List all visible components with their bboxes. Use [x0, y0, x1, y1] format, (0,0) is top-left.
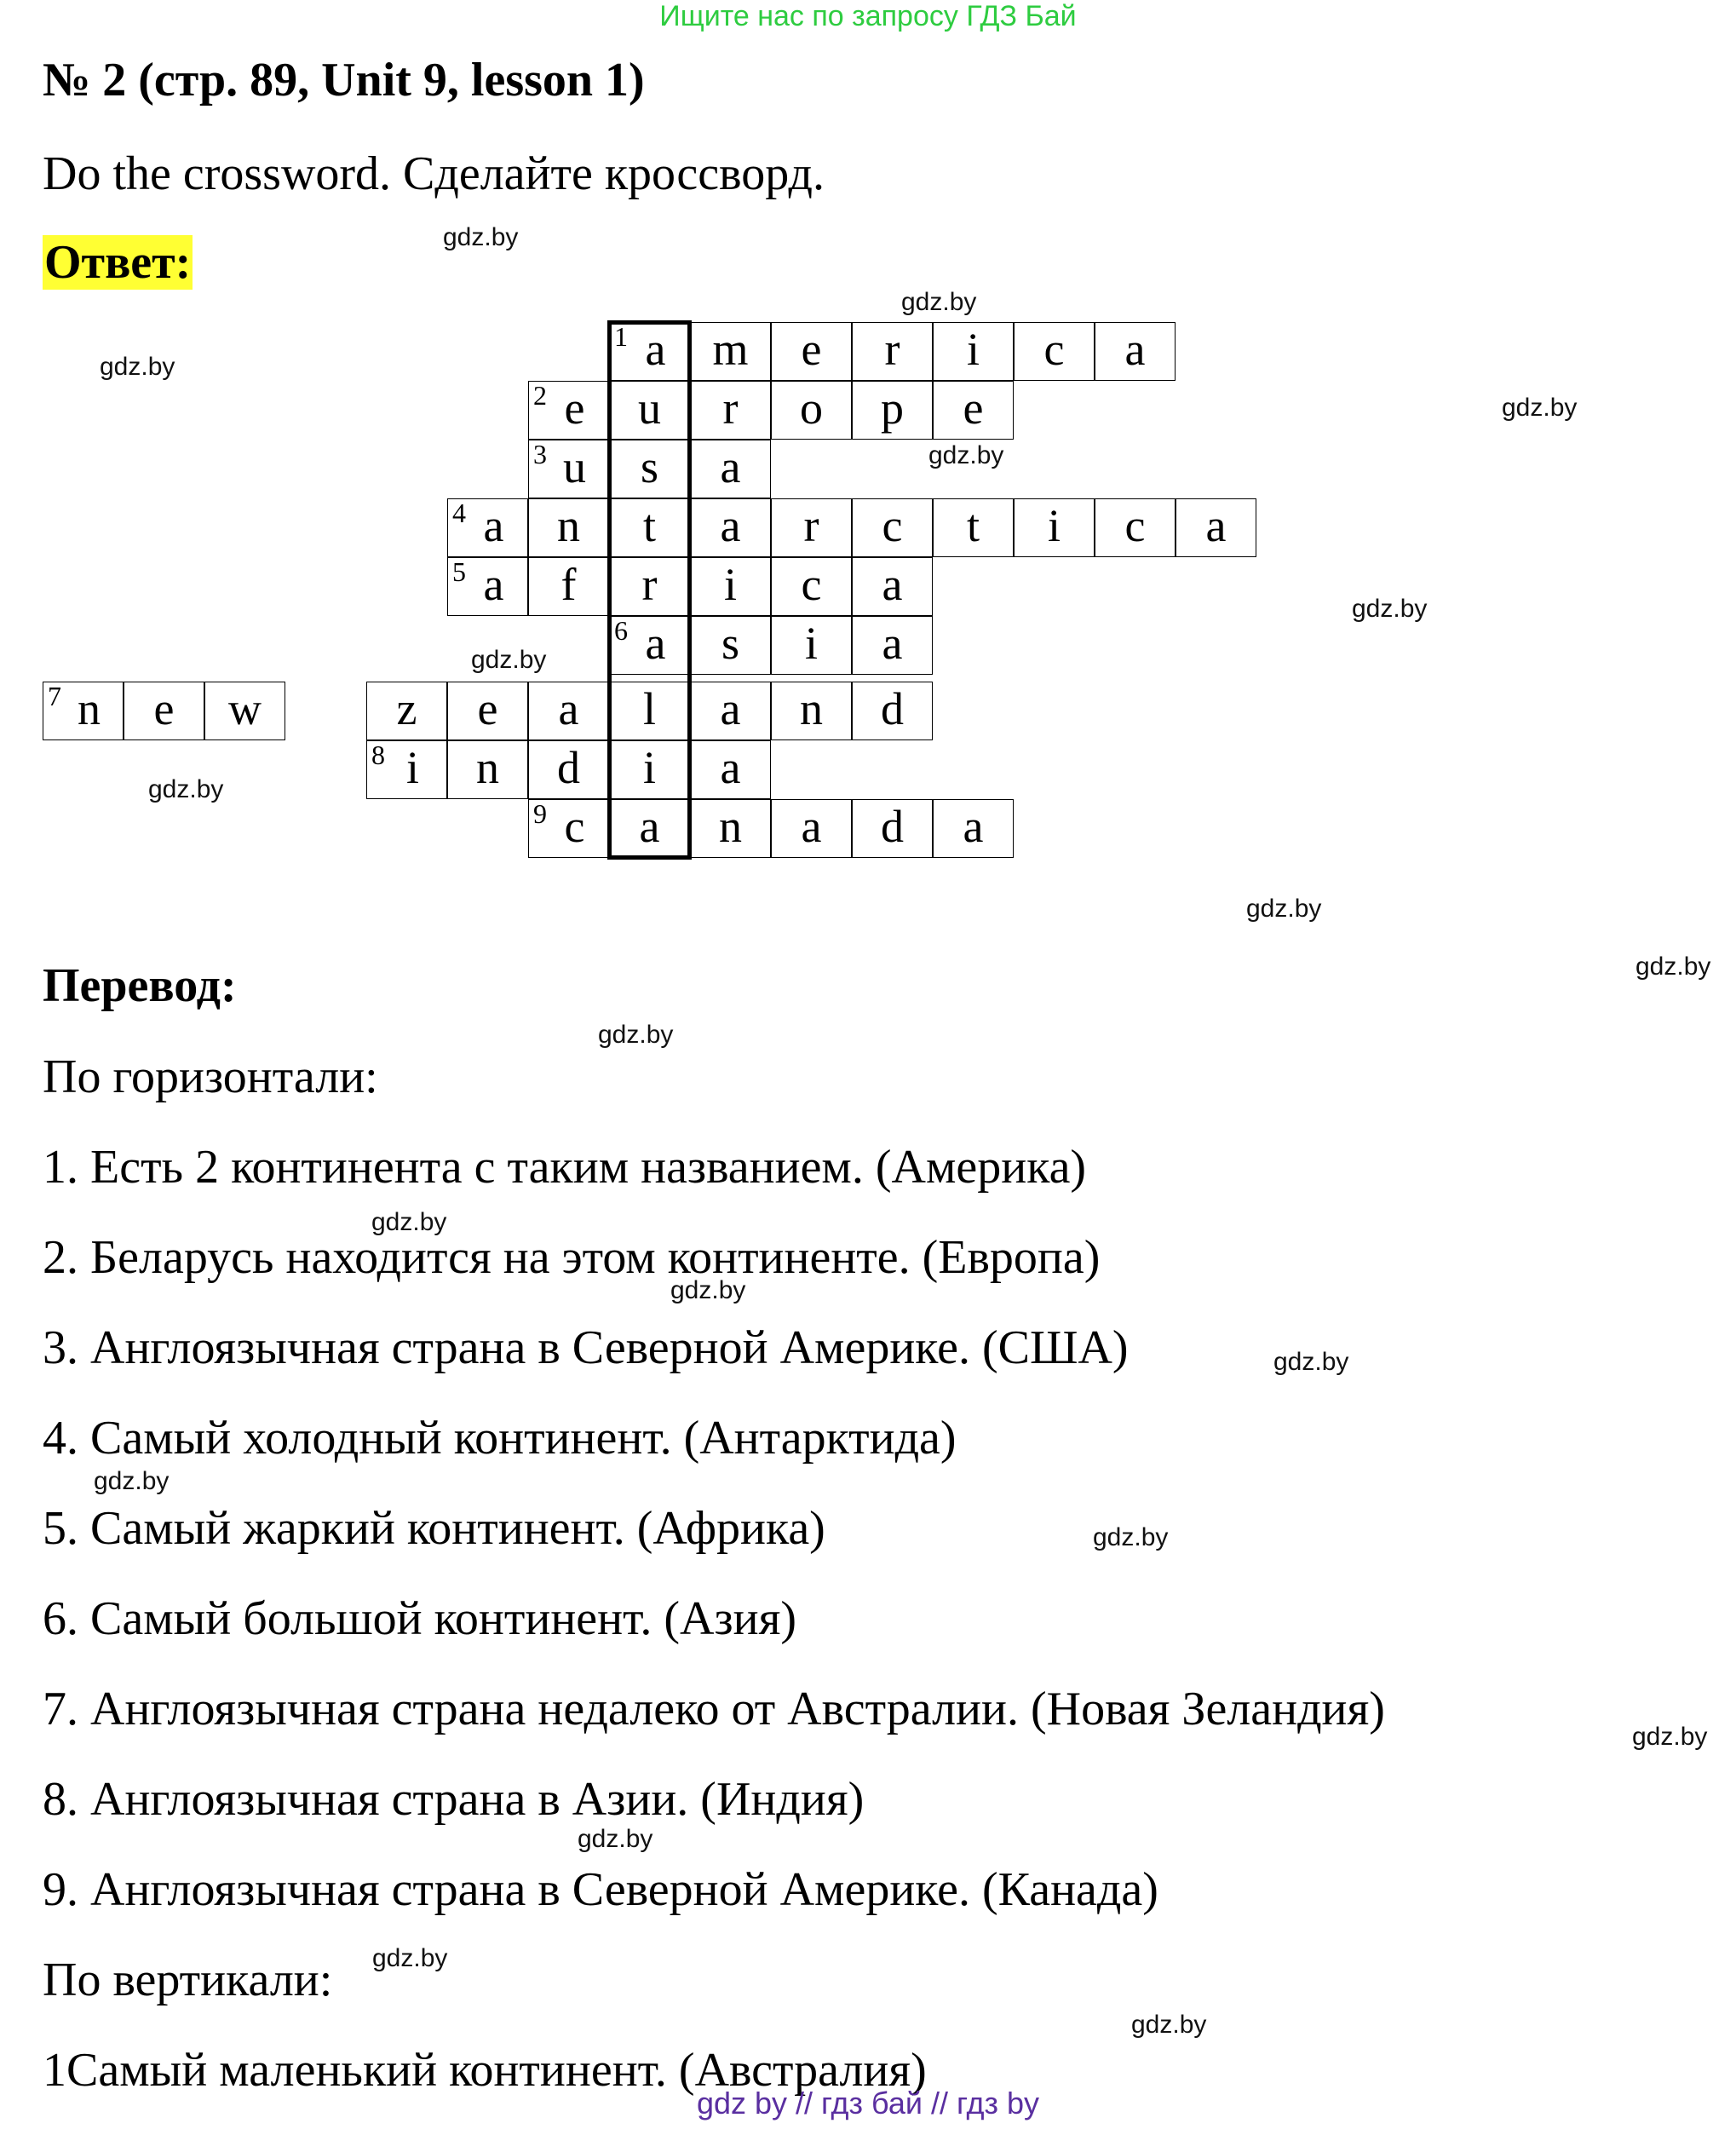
crossword-cell: [1014, 498, 1095, 557]
across-clue-5: 5. Самый жаркий континент. (Африка): [43, 1502, 825, 1555]
across-clue-4: 4. Самый холодный континент. (Антарктида): [43, 1412, 957, 1465]
crossword-cell: [771, 322, 852, 381]
crossword-cell: [771, 557, 852, 616]
crossword-cell: [852, 322, 933, 381]
watermark: gdz.by: [1093, 1523, 1169, 1551]
crossword-letter: a: [1124, 324, 1146, 375]
crossword-letter: a: [882, 559, 903, 610]
crossword-cell: [528, 381, 609, 440]
crossword-cell: [852, 498, 933, 557]
crossword-letter: a: [1205, 500, 1227, 551]
crossword-letter: a: [963, 801, 984, 852]
clue-number: 5: [452, 556, 466, 587]
crossword-cell: [690, 381, 771, 440]
crossword-cell: [447, 498, 528, 557]
crossword-cell: [609, 682, 690, 740]
crossword-cell: [690, 440, 771, 498]
watermark: gdz.by: [1502, 394, 1578, 422]
crossword-letter: e: [963, 383, 984, 434]
crossword-cell: [852, 616, 933, 675]
crossword-letter: r: [722, 383, 739, 434]
across-clue-2: 2. Беларусь находится на этом континенте. (Европа): [43, 1231, 1101, 1284]
crossword-cell: [690, 799, 771, 858]
across-clue-8: 8. Англоязычная страна в Азии. (Индия): [43, 1773, 865, 1826]
watermark: gdz.by: [901, 288, 977, 316]
clue-number: 3: [533, 439, 547, 469]
clue-number: 4: [452, 498, 466, 528]
crossword-cell: [771, 498, 852, 557]
crossword-letter: d: [557, 742, 580, 793]
crossword-cell: [609, 740, 690, 799]
footer-links[interactable]: gdz by // гдз бай // гдз by: [696, 2086, 1040, 2121]
crossword-letter: d: [881, 801, 904, 852]
crossword-letter: a: [639, 801, 660, 852]
crossword-letter: c: [1124, 500, 1146, 551]
crossword-cell: [366, 740, 447, 799]
crossword-letter: p: [881, 383, 904, 434]
crossword-letter: a: [720, 441, 741, 492]
answer-label: Ответ:: [44, 236, 192, 289]
crossword-cell: [609, 381, 690, 440]
crossword-cell: [447, 740, 528, 799]
down-clue-1: 1Самый маленький континент. (Австралия): [43, 2044, 927, 2097]
watermark: gdz.by: [443, 223, 519, 251]
crossword-cell: [609, 557, 690, 616]
crossword-cell: [1014, 322, 1095, 381]
translation-title: Перевод:: [43, 959, 237, 1012]
crossword-cell: [771, 616, 852, 675]
watermark: gdz.by: [148, 775, 224, 803]
crossword-letter: d: [881, 683, 904, 734]
crossword-letter: a: [645, 324, 666, 375]
crossword-cell: [1095, 498, 1176, 557]
crossword-letter: i: [723, 559, 737, 610]
crossword-letter: t: [966, 500, 980, 551]
crossword-letter: a: [720, 500, 741, 551]
crossword-cell: [528, 682, 609, 740]
crossword-cell: [933, 498, 1014, 557]
watermark: gdz.by: [1635, 952, 1711, 981]
crossword-letter: s: [640, 441, 658, 492]
crossword-letter: a: [801, 801, 822, 852]
crossword-cell: [609, 322, 690, 381]
clue-number: 7: [48, 681, 61, 711]
crossword-letter: n: [557, 500, 580, 551]
watermark: gdz.by: [1632, 1723, 1708, 1751]
watermark: gdz.by: [578, 1825, 653, 1853]
across-clue-7: 7. Англоязычная страна недалеко от Австралии. (Новая Зеландия): [43, 1683, 1385, 1735]
crossword-letter: e: [801, 324, 822, 375]
across-clue-1: 1. Есть 2 континента с таким названием. (Америка): [43, 1141, 1087, 1194]
crossword-letter: o: [800, 383, 823, 434]
top-banner[interactable]: Ищите нас по запросу ГДЗ Бай: [659, 0, 1077, 32]
crossword-cell: [528, 799, 609, 858]
crossword-letter: i: [642, 742, 656, 793]
crossword-letter: n: [78, 683, 101, 734]
crossword-letter: l: [642, 683, 656, 734]
watermark: gdz.by: [94, 1467, 170, 1495]
crossword-letter: a: [882, 618, 903, 669]
crossword-cell: [852, 799, 933, 858]
crossword-letter: i: [804, 618, 818, 669]
watermark: gdz.by: [471, 646, 547, 674]
crossword-cell: [852, 381, 933, 440]
watermark: gdz.by: [928, 441, 1004, 469]
crossword-letter: r: [884, 324, 900, 375]
watermark: gdz.by: [371, 1208, 447, 1236]
clue-number: 8: [371, 739, 385, 770]
crossword-cell: [690, 740, 771, 799]
crossword-letter: i: [966, 324, 980, 375]
crossword-letter: w: [228, 683, 262, 734]
crossword-letter: a: [558, 683, 579, 734]
crossword-cell: [528, 740, 609, 799]
crossword-cell: [124, 682, 204, 740]
crossword-letter: i: [1047, 500, 1061, 551]
crossword-cell: [852, 682, 933, 740]
across-clue-3: 3. Англоязычная страна в Северной Америке. (США): [43, 1321, 1129, 1374]
crossword-letter: c: [564, 801, 585, 852]
crossword-cell: [690, 557, 771, 616]
crossword-letter: a: [645, 618, 666, 669]
crossword-letter: u: [563, 441, 586, 492]
crossword-letter: u: [638, 383, 661, 434]
crossword-cell: [933, 799, 1014, 858]
crossword-cell: [690, 498, 771, 557]
crossword-letter: a: [720, 683, 741, 734]
crossword-letter: c: [882, 500, 903, 551]
crossword-letter: f: [560, 559, 577, 610]
crossword-cell: [528, 498, 609, 557]
crossword-cell: [852, 557, 933, 616]
down-title: По вертикали:: [43, 1954, 333, 2006]
crossword-cell: [447, 557, 528, 616]
crossword-cell: [366, 682, 447, 740]
crossword-cell: [690, 322, 771, 381]
crossword-cell: [609, 616, 690, 675]
crossword-cell: [690, 616, 771, 675]
crossword-letter: c: [1043, 324, 1065, 375]
crossword-cell: [771, 799, 852, 858]
watermark: gdz.by: [670, 1276, 746, 1304]
task-text: Do the crossword. Сделайте кроссворд.: [43, 147, 825, 200]
crossword-letter: a: [720, 742, 741, 793]
crossword-letter: r: [803, 500, 819, 551]
clue-number: 6: [614, 615, 628, 646]
crossword-letter: s: [721, 618, 739, 669]
crossword-cell: [528, 557, 609, 616]
crossword-letter: e: [564, 383, 585, 434]
watermark: gdz.by: [372, 1944, 448, 1972]
task-title: № 2 (стр. 89, Unit 9, lesson 1): [43, 54, 645, 106]
watermark: gdz.by: [1273, 1348, 1349, 1376]
crossword-cell: [204, 682, 285, 740]
watermark: gdz.by: [1352, 595, 1428, 623]
crossword-letter: a: [483, 559, 504, 610]
crossword-cell: [609, 498, 690, 557]
crossword-cell: [771, 682, 852, 740]
crossword-cell: [933, 322, 1014, 381]
crossword-letter: c: [801, 559, 822, 610]
watermark: gdz.by: [1131, 2011, 1207, 2039]
clue-number: 1: [614, 321, 628, 352]
crossword-letter: e: [153, 683, 175, 734]
across-title: По горизонтали:: [43, 1050, 378, 1103]
clue-number: 9: [533, 798, 547, 829]
crossword-cell: [690, 682, 771, 740]
watermark: gdz.by: [598, 1021, 674, 1049]
watermark: gdz.by: [100, 353, 175, 381]
crossword-letter: n: [800, 683, 823, 734]
watermark: gdz.by: [1246, 895, 1322, 923]
crossword-letter: n: [719, 801, 742, 852]
crossword-cell: [609, 440, 690, 498]
crossword-letter: e: [477, 683, 498, 734]
across-clue-6: 6. Самый большой континент. (Азия): [43, 1592, 796, 1645]
crossword-letter: r: [641, 559, 658, 610]
crossword-letter: m: [712, 324, 749, 375]
crossword-cell: [771, 381, 852, 440]
crossword-letter: n: [476, 742, 499, 793]
crossword-cell: [447, 682, 528, 740]
crossword-cell: [528, 440, 609, 498]
clue-number: 2: [533, 380, 547, 411]
crossword-letter: a: [483, 500, 504, 551]
crossword-cell: [1176, 498, 1256, 557]
crossword-letter: i: [405, 742, 419, 793]
crossword-letter: z: [396, 683, 417, 734]
crossword-letter: t: [642, 500, 656, 551]
crossword-cell: [43, 682, 124, 740]
crossword-cell: [1095, 322, 1176, 381]
across-clue-9: 9. Англоязычная страна в Северной Америке. (Канада): [43, 1863, 1158, 1916]
crossword-cell: [933, 381, 1014, 440]
crossword-cell: [609, 799, 690, 858]
